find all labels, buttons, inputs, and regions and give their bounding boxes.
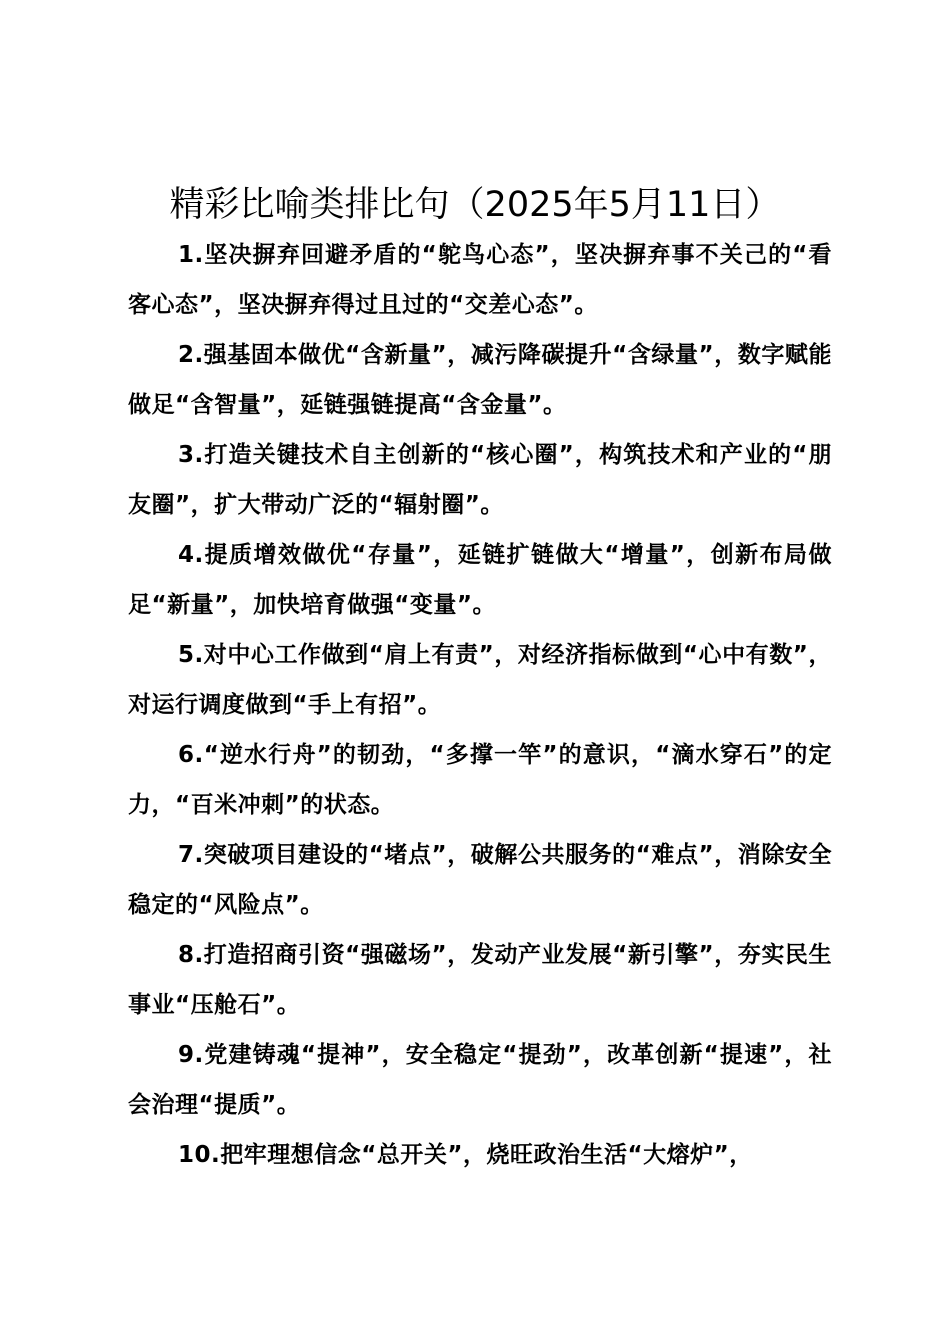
paragraph-3: 3.打造关键技术自主创新的“核心圈”，构筑技术和产业的“朋友圈”，扩大带动广泛的“辐射圈”。 [128,442,832,518]
document-body [128,230,832,1180]
paragraph-8: 8.打造招商引资“强磁场”，发动产业发展“新引擎”，夯实民生事业“压舱石”。 [128,942,832,1018]
paragraph-4: 4.提质增效做优“存量”，延链扩链做大“增量”，创新布局做足“新量”，加快培育做强“变量”。 [128,542,832,618]
document-title: 精彩比喻类排比句（2025年5月11日） [169,185,781,225]
paragraph-6: 6.“逆水行舟”的韧劲，“多撑一竿”的意识，“滴水穿石”的定力，“百米冲刺”的状态。 [128,742,832,818]
paragraph-10: 10.把牢理想信念“总开关”，烧旺政治生活“大熔炉”， [178,1142,753,1168]
paragraph-7: 7.突破项目建设的“堵点”，破解公共服务的“难点”，消除安全稳定的“风险点”。 [128,842,832,918]
paragraph-2: 2.强基固本做优“含新量”，减污降碳提升“含绿量”，数字赋能做足“含智量”，延链强链提高“含金量”。 [128,342,832,418]
paragraph-5: 5.对中心工作做到“肩上有责”，对经济指标做到“心中有数”，对运行调度做到“手上有招”。 [128,642,832,718]
paragraph-9: 9.党建铸魂“提神”，安全稳定“提劲”，改革创新“提速”，社会治理“提质”。 [128,1042,832,1118]
paragraph-1: 1.坚决摒弃回避矛盾的“鸵鸟心态”，坚决摒弃事不关己的“看客心态”，坚决摒弃得过且过的“交差心态”。 [128,242,832,318]
